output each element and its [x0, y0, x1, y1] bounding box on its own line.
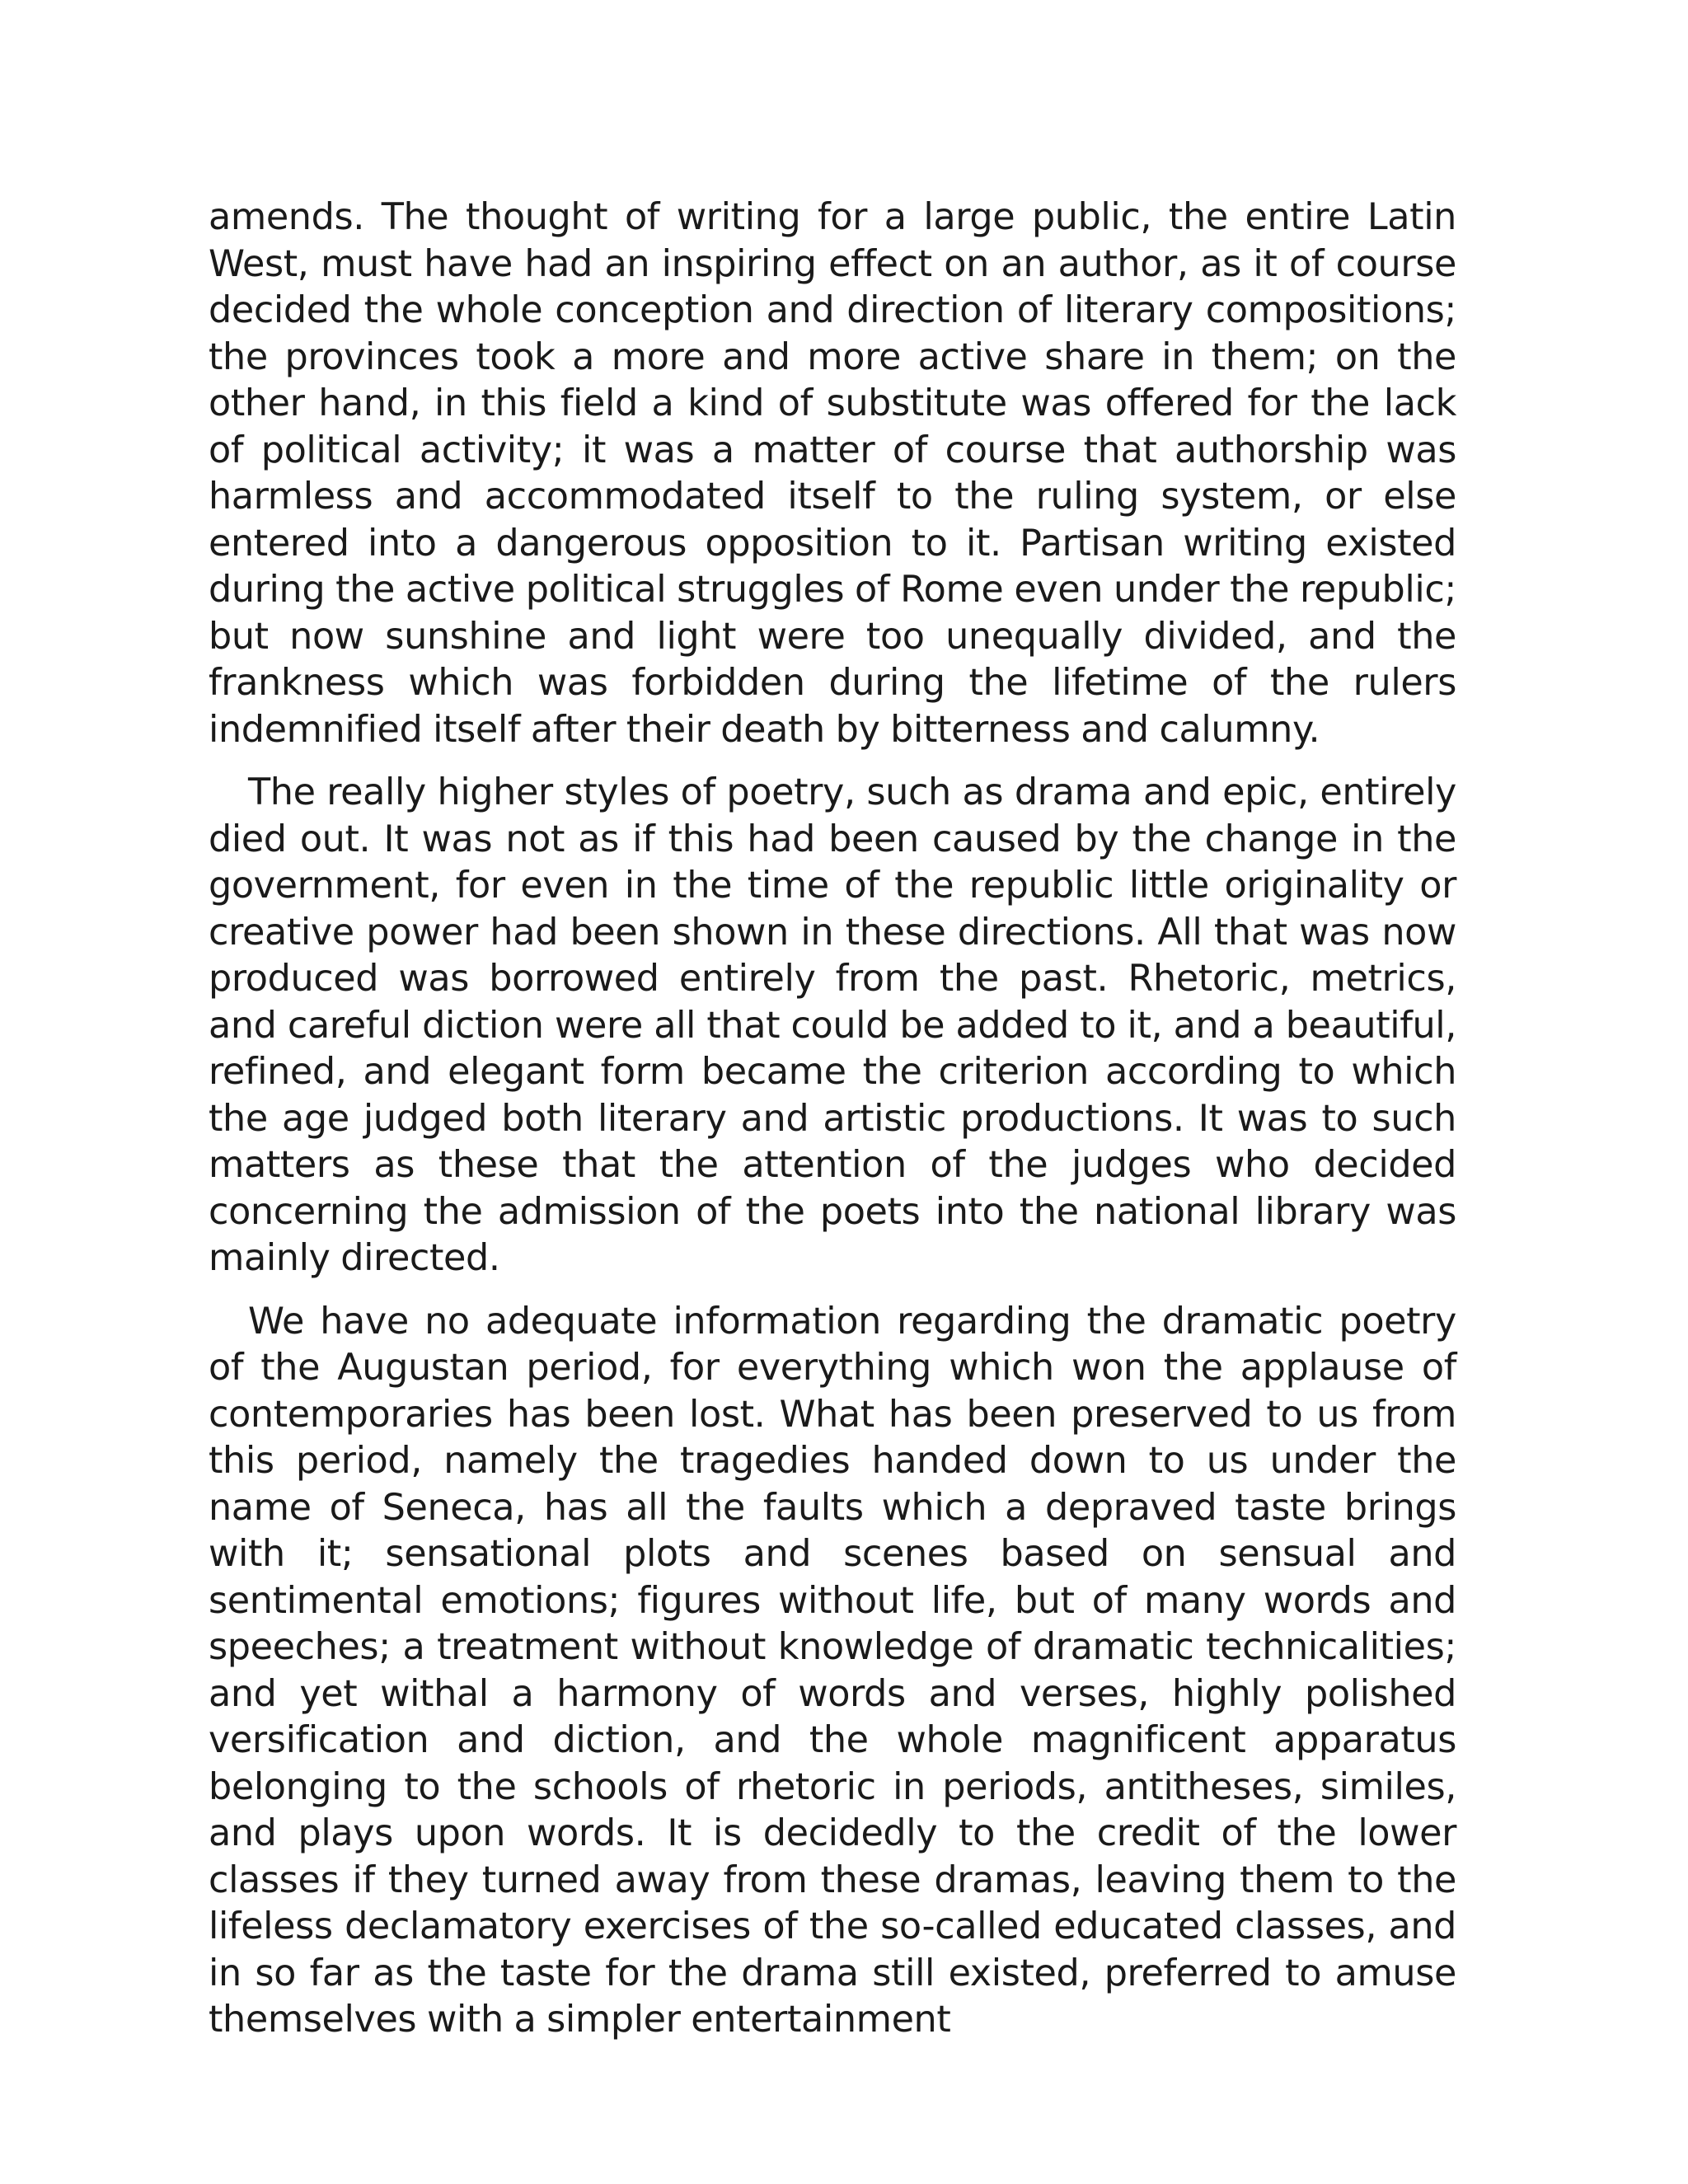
page-body: [209, 194, 1456, 2060]
paragraph-3: We have no adequate information regarding the dramatic poetry of the Augustan period, for everything which won the applause of contemporaries has been lost. What has been preserved to us from this period, namely the tragedies handed down to us under the name of Seneca, has all the faults which a depraved taste brings with it; sensational plots and scenes based on sensual and sentimental emotions; figures without life, but of many words and speeches; a treatment without knowledge of dramatic technicalities; and yet withal a harmony of words and verses, highly polished versification and diction, and the whole magnificent apparatus belonging to the schools of rhetoric in periods, antitheses, similes, and plays upon words. It is decidedly to the credit of the lower classes if they turned away from these dramas, leaving them to the lifeless declamatory exercises of the so-called educated classes, and in so far as the taste for the drama still existed, preferred to amuse themselves with a simpler entertainment: [209, 1300, 1456, 2041]
paragraph-1: amends. The thought of writing for a large public, the entire Latin West, must have had an inspiring effect on an author, as it of course decided the whole conception and direction of literary compositions; the provinces took a more and more active share in them; on the other hand, in this field a kind of substitute was offered for the lack of political activity; it was a matter of course that authorship was harmless and accommodated itself to the ruling system, or else entered into a dangerous opposition to it. Partisan writing existed during the active political struggles of Rome even under the republic; but now sunshine and light were too unequally divided, and the frankness which was forbidden during the lifetime of the rulers indemnified itself after their death by bitterness and calumny.: [209, 196, 1456, 751]
paragraph-2: The really higher styles of poetry, such as drama and epic, entirely died out. It was not as if this had been caused by the change in the government, for even in the time of the republic little originality or creative power had been shown in these directions. All that was now produced was borrowed entirely from the past. Rhetoric, metrics, and careful diction were all that could be added to it, and a beautiful, refined, and elegant form became the criterion according to which the age judged both literary and artistic productions. It was to such matters as these that the attention of the judges who decided concerning the admission of the poets into the national library was mainly directed.: [209, 771, 1456, 1279]
